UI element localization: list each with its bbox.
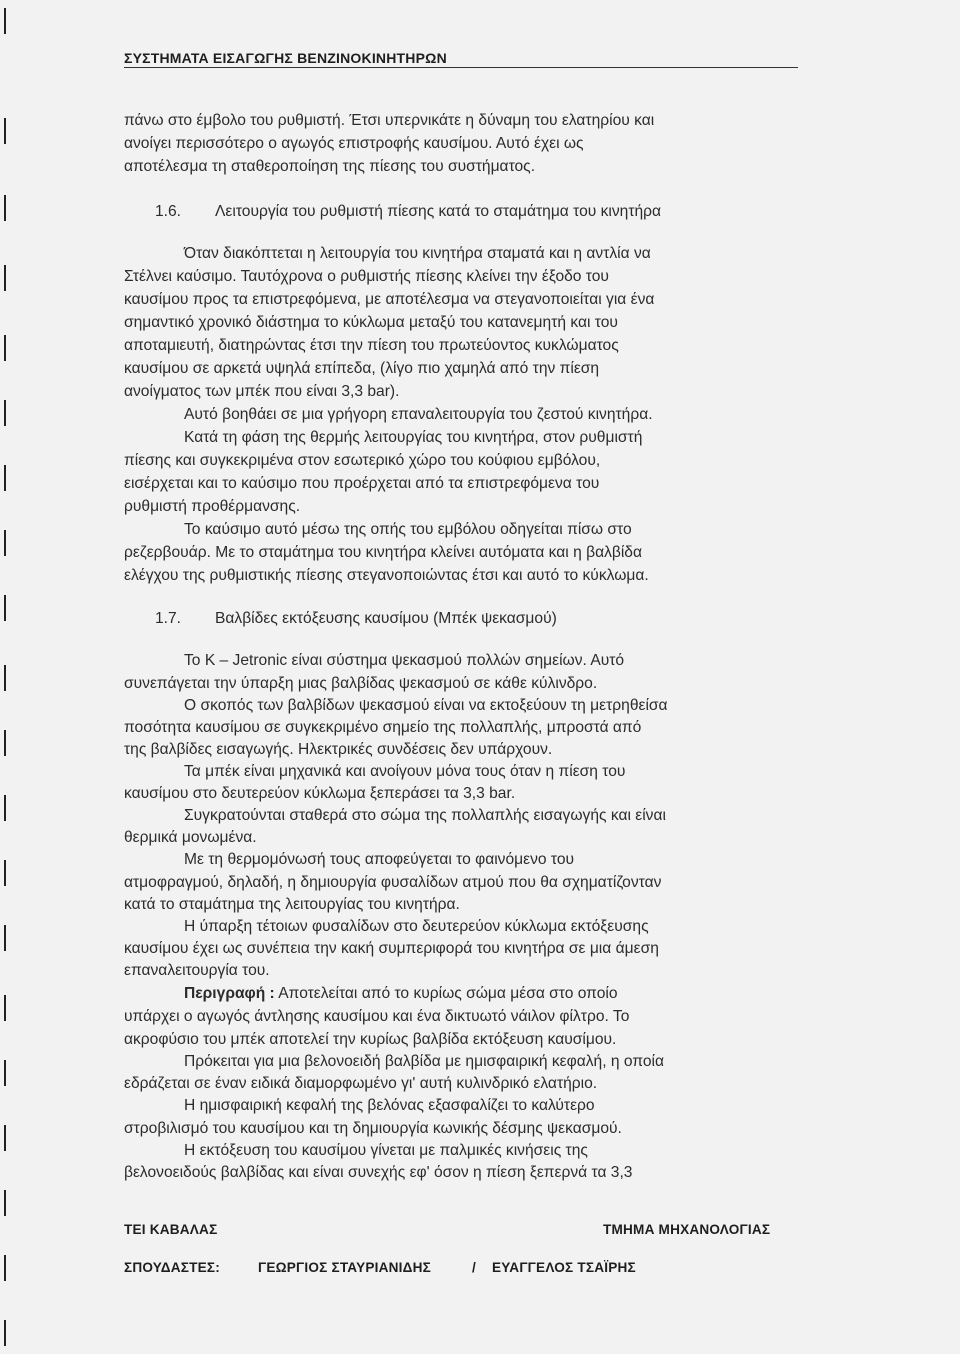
section-heading-1-6 xyxy=(155,203,795,221)
body-line: της βαλβίδες εισαγωγής. Ηλεκτρικές συνδέσεις δεν υπάρχουν. xyxy=(124,741,553,758)
body-line: Αυτό βοηθάει σε μια γρήγορη επαναλειτουργία του ζεστού κινητήρα. xyxy=(184,406,653,423)
binding-ring xyxy=(4,8,14,34)
running-header: ΣΥΣΤΗΜΑΤΑ ΕΙΣΑΓΩΓΗΣ ΒΕΝΖΙΝΟΚΙΝΗΤΗΡΩΝ xyxy=(124,50,447,66)
binding-ring xyxy=(4,1255,14,1281)
binding-ring xyxy=(4,465,14,491)
body-line: ακροφύσιο του μπέκ αποτελεί την κυρίως βαλβίδα εκτόξευση καυσίμου. xyxy=(124,1031,617,1048)
body-line: επαναλειτουργία του. xyxy=(124,962,270,979)
body-line: Με τη θερμομόνωσή τους αποφεύγεται το φαινόμενο του xyxy=(184,851,575,868)
binding-ring xyxy=(4,730,14,756)
binding-ring xyxy=(4,335,14,361)
body-line: πάνω στο έμβολο του ρυθμιστή. Έτσι υπερνικάτε η δύναμη του ελατηρίου και xyxy=(124,112,655,129)
binding-ring xyxy=(4,400,14,426)
footer-student-2: ΕΥΑΓΓΕΛΟΣ ΤΣΑΪΡΗΣ xyxy=(492,1260,636,1275)
body-line: στροβιλισμό του καυσίμου και τη δημιουργία κωνικής δέσμης ψεκασμού. xyxy=(124,1120,622,1137)
body-line: ανοίγματος των μπέκ που είναι 3,3 bar). xyxy=(124,383,400,400)
footer-institution: ΤΕΙ ΚΑΒΑΛΑΣ xyxy=(124,1222,218,1237)
body-line: Όταν διακόπτεται η λειτουργία του κινητήρα σταματά και η αντλία να xyxy=(184,245,651,262)
section-title: Βαλβίδες εκτόξευσης καυσίμου (Μπέκ ψεκασμού) xyxy=(215,610,557,627)
body-line: συνεπάγεται την ύπαρξη μιας βαλβίδας ψεκασμού σε κάθε κύλινδρο. xyxy=(124,675,598,692)
binding-ring xyxy=(4,1060,14,1086)
binding-ring xyxy=(4,595,14,621)
body-line: Στέλνει καύσιμο. Ταυτόχρονα ο ρυθμιστής πίεσης κλείνει την έξοδο του xyxy=(124,268,609,285)
body-line: εδράζεται σε έναν ειδικά διαμορφωμένο γι' αυτή κυλινδρικό ελατήριο. xyxy=(124,1075,598,1092)
binding-ring xyxy=(4,265,14,291)
body-line: Η ύπαρξη τέτοιων φυσαλίδων στο δευτερεύον κύκλωμα εκτόξευσης xyxy=(184,918,649,935)
body-line: Η εκτόξευση του καυσίμου γίνεται με παλμικές κινήσεις της xyxy=(184,1142,588,1159)
binding-ring xyxy=(4,1320,14,1346)
binding-ring xyxy=(4,860,14,886)
description-label: Περιγραφή : xyxy=(184,985,275,1002)
body-line: Ο σκοπός των βαλβίδων ψεκασμού είναι να εκτοξεύουν τη μετρηθείσα xyxy=(184,697,668,714)
body-line: Το K – Jetronic είναι σύστημα ψεκασμού πολλών σημείων. Αυτό xyxy=(184,652,625,669)
header-rule xyxy=(124,67,798,68)
body-line: ρεζερβουάρ. Με το σταμάτημα του κινητήρα κλείνει αυτόματα και η βαλβίδα xyxy=(124,544,643,561)
body-line: κατά το σταμάτημα της λειτουργίας του κινητήρα. xyxy=(124,896,460,913)
binding-ring xyxy=(4,118,14,144)
footer-students-label: ΣΠΟΥΔΑΣΤΕΣ: xyxy=(124,1260,221,1275)
body-line: Το καύσιμο αυτό μέσω της οπής του εμβόλου οδηγείται πίσω στο xyxy=(184,521,632,538)
binding-ring xyxy=(4,1125,14,1151)
binding-ring xyxy=(4,530,14,556)
binding-ring xyxy=(4,1190,14,1216)
description-first-line xyxy=(184,985,618,1003)
footer-student-1: ΓΕΩΡΓΙΟΣ ΣΤΑΥΡΙΑΝΙΔΗΣ xyxy=(258,1260,431,1275)
section-number: 1.6. xyxy=(155,203,182,220)
section-number: 1.7. xyxy=(155,610,182,627)
body-line: αποτέλεσμα τη σταθεροποίηση της πίεσης του συστήματος. xyxy=(124,158,536,175)
binding-edge xyxy=(0,0,16,1354)
body-line: εισέρχεται και το καύσιμο που προέρχεται από τα επιστρεφόμενα του xyxy=(124,475,600,492)
binding-ring xyxy=(4,795,14,821)
body-line: Κατά τη φάση της θερμής λειτουργίας του κινητήρα, στον ρυθμιστή xyxy=(184,429,643,446)
body-line: ρυθμιστή προθέρμανσης. xyxy=(124,498,301,515)
body-line: υπάρχει ο αγωγός άντλησης καυσίμου και ένα δικτυωτό νάιλον φίλτρο. Το xyxy=(124,1008,630,1025)
body-line: καυσίμου έχει ως συνέπεια την κακή συμπεριφορά του κινητήρα σε μια άμεση xyxy=(124,940,659,957)
body-line: καυσίμου προς τα επιστρεφόμενα, με αποτέλεσμα να στεγανοποιείται για ένα xyxy=(124,291,655,308)
binding-ring xyxy=(4,665,14,691)
body-line: αποταμιευτή, διατηρώντας έτσι την πίεση του πρωτεύοντος κυκλώματος xyxy=(124,337,619,354)
section-title: Λειτουργία του ρυθμιστή πίεσης κατά το σταμάτημα του κινητήρα xyxy=(215,203,662,220)
binding-ring xyxy=(4,195,14,221)
body-line: θερμικά μονωμένα. xyxy=(124,829,257,846)
body-line: καυσίμου στο δευτερεύον κύκλωμα ξεπεράσει τα 3,3 bar. xyxy=(124,785,516,802)
body-line: ανοίγει περισσότερο ο αγωγός επιστροφής καυσίμου. Αυτό έχει ως xyxy=(124,135,584,152)
section-heading-1-7 xyxy=(155,610,795,628)
description-text: Αποτελείται από το κυρίως σώμα μέσα στο οποίο xyxy=(278,985,618,1002)
body-line: πίεσης και συγκεκριμένα στον εσωτερικό χώρο του κούφιου εμβόλου, xyxy=(124,452,601,469)
body-line: καυσίμου σε αρκετά υψηλά επίπεδα, (λίγο πιο χαμηλά από την πίεση xyxy=(124,360,600,377)
body-line: ποσότητα καυσίμου σε συγκεκριμένο σημείο της πολλαπλής, μπροστά από xyxy=(124,719,642,736)
body-line: Πρόκειται για μια βελονοειδή βαλβίδα με ημισφαιρική κεφαλή, η οποία xyxy=(184,1053,665,1070)
body-line: Τα μπέκ είναι μηχανικά και ανοίγουν μόνα τους όταν η πίεση του xyxy=(184,763,626,780)
body-line: βελονοειδούς βαλβίδας και είναι συνεχής εφ' όσον η πίεση ξεπερνά τα 3,3 xyxy=(124,1164,633,1181)
body-line: Συγκρατούνται σταθερά στο σώμα της πολλαπλής εισαγωγής και είναι xyxy=(184,807,666,824)
body-line: σημαντικό χρονικό διάστημα το κύκλωμα μεταξύ του κατανεμητή και του xyxy=(124,314,618,331)
footer-department: ΤΜΗΜΑ ΜΗΧΑΝΟΛΟΓΙΑΣ xyxy=(603,1222,771,1237)
footer-separator: / xyxy=(472,1260,476,1275)
body-line: ελέγχου της ρυθμιστικής πίεσης στεγανοποιώντας έτσι και αυτό το κύκλωμα. xyxy=(124,567,649,584)
binding-ring xyxy=(4,925,14,951)
body-line: ατμοφραγμού, δηλαδή, η δημιουργία φυσαλίδων ατμού που θα σχηματίζονταν xyxy=(124,874,662,891)
body-line: Η ημισφαιρική κεφαλή της βελόνας εξασφαλίζει το καλύτερο xyxy=(184,1097,595,1114)
binding-ring xyxy=(4,995,14,1021)
